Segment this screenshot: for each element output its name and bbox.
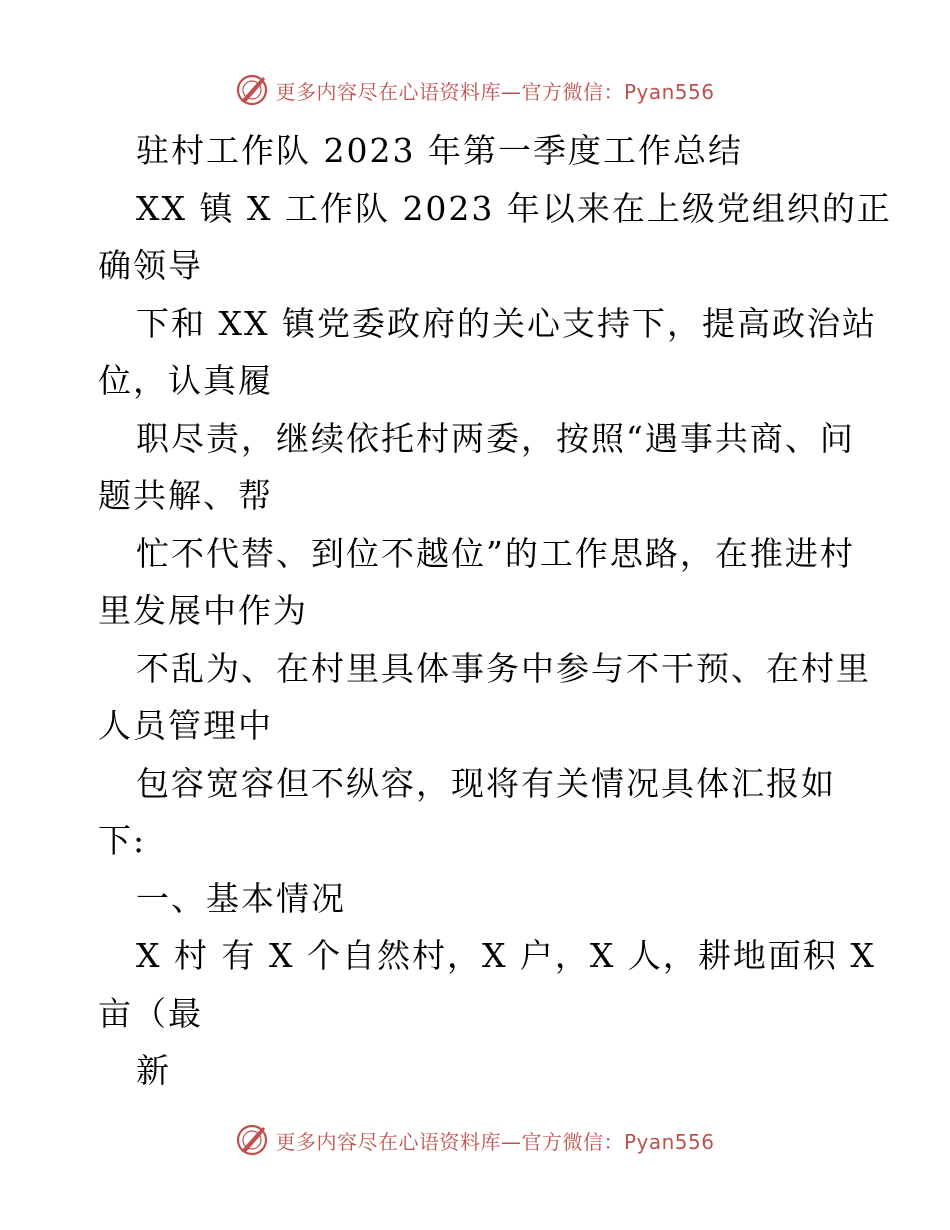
text-line: X 村 有 X 个自然村，X 户，X 人，耕地面积 X bbox=[136, 936, 876, 975]
text-line: 不乱为、在村里具体事务中参与不干预、在村里 bbox=[136, 648, 871, 688]
text-line: 里发展中作为 bbox=[98, 591, 308, 630]
text-line: XX 镇 X 工作队 2023 年以来在上级党组织的正 bbox=[136, 188, 892, 228]
watermark-text: 更多内容尽在心语资料库—官方微信：Pyan556 bbox=[275, 79, 715, 104]
pen-logo-icon bbox=[235, 1123, 269, 1157]
text-line: 包容宽容但不纵容，现将有关情况具体汇报如 bbox=[136, 763, 836, 803]
watermark-text: 更多内容尽在心语资料库—官方微信：Pyan556 bbox=[275, 1129, 715, 1154]
footer-watermark bbox=[0, 1120, 950, 1160]
text-line: 位，认真履 bbox=[98, 361, 273, 400]
text-line: 人员管理中 bbox=[98, 706, 273, 745]
text-line: 职尽责，继续依托村两委，按照“遇事共商、问 bbox=[136, 418, 855, 458]
text-line: 忙不代替、到位不越位”的工作思路，在推进村 bbox=[136, 533, 855, 573]
text-line: 一、基本情况 bbox=[136, 878, 346, 918]
text-line: 下和 XX 镇党委政府的关心支持下，提高政治站 bbox=[136, 303, 877, 343]
text-line: 亩（最 bbox=[98, 993, 203, 1033]
pen-logo-icon bbox=[235, 73, 269, 107]
text-line: 新 bbox=[136, 1051, 171, 1090]
document-body bbox=[98, 122, 892, 1100]
text-line: 题共解、帮 bbox=[98, 476, 273, 515]
header-watermark bbox=[0, 70, 950, 110]
text-line: 下: bbox=[98, 821, 147, 860]
text-line: 驻村工作队 2023 年第一季度工作总结 bbox=[136, 131, 743, 170]
text-line: 确领导 bbox=[98, 246, 203, 285]
